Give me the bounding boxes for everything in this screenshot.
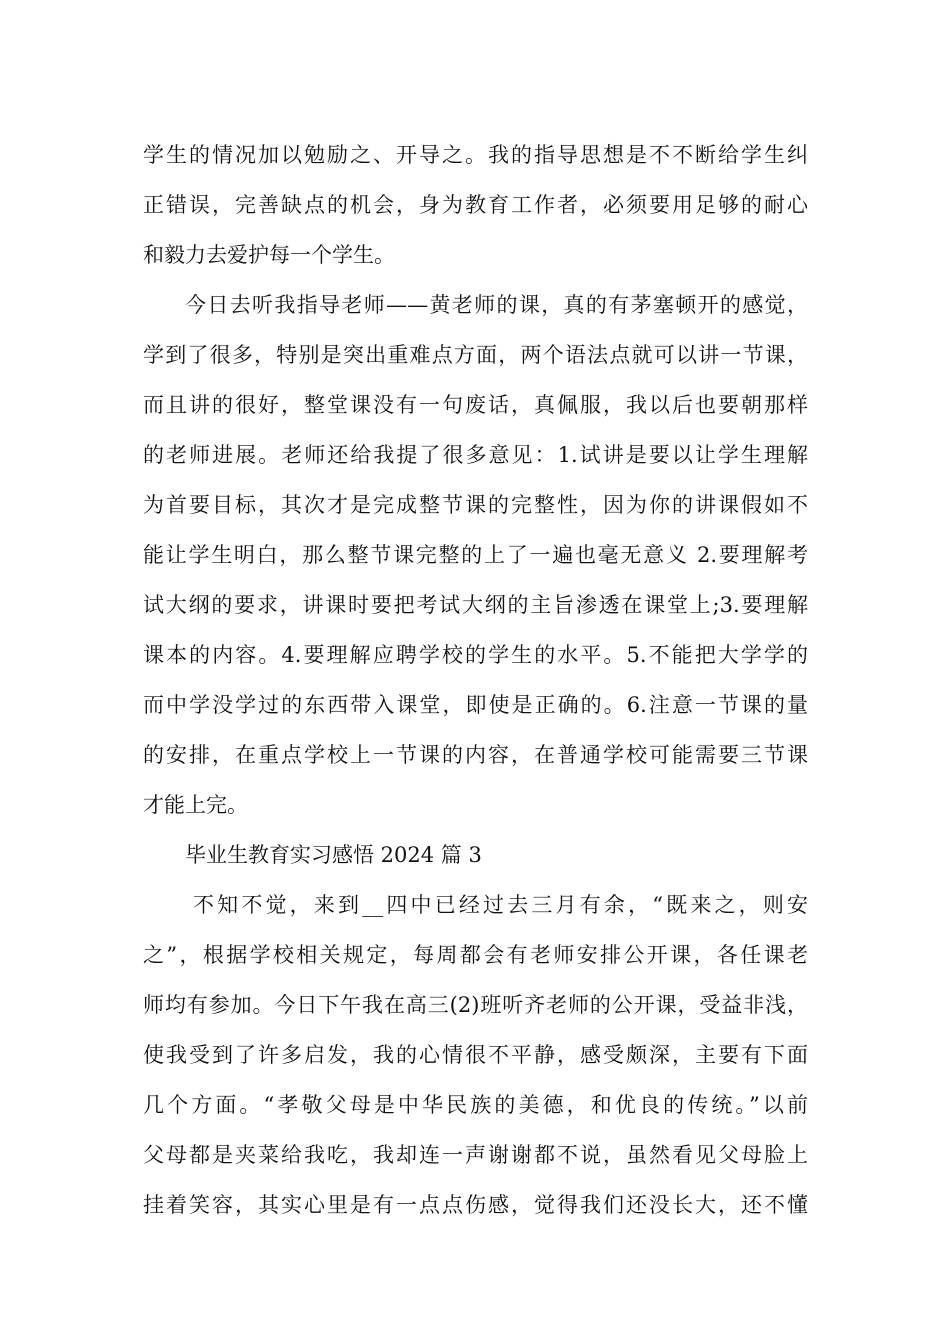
- paragraph-line: 正错误，完善缺点的机会，身为教育工作者，必须要用足够的耐心: [143, 193, 808, 217]
- paragraph-line: 课本的内容。4.要理解应聘学校的学生的水平。5.不能把大学学的: [143, 643, 808, 667]
- paragraph-line: 能让学生明白，那么整节课完整的上了一遍也毫无意义 2.要理解考: [143, 543, 808, 567]
- paragraph-line: 挂着笑容，其实心里是有一点点伤感，觉得我们还没长大，还不懂: [143, 1193, 808, 1217]
- paragraph-line: 的老师进展。老师还给我提了很多意见：1.试讲是要以让学生理解: [143, 443, 808, 467]
- document-body: [143, 130, 808, 1230]
- paragraph-line: 和毅力去爱护每一个学生。: [143, 243, 395, 267]
- paragraph-line: 为首要目标，其次才是完成整节课的完整性，因为你的讲课假如不: [143, 493, 808, 517]
- paragraph-line: 而中学没学过的东西带入课堂，即使是正确的。6.注意一节课的量: [143, 693, 808, 717]
- paragraph-line: 而且讲的很好，整堂课没有一句废话，真佩服，我以后也要朝那样: [143, 393, 808, 417]
- paragraph-line: 的安排，在重点学校上一节课的内容，在普通学校可能需要三节课: [143, 743, 808, 767]
- paragraph-line: 才能上完。: [143, 793, 248, 817]
- paragraph-line: 试大纲的要求，讲课时要把考试大纲的主旨渗透在课堂上;3.要理解: [143, 593, 808, 617]
- paragraph-line: 父母都是夹菜给我吃，我却连一声谢谢都不说，虽然看见父母脸上: [143, 1143, 808, 1167]
- paragraph-line: 使我受到了许多启发，我的心情很不平静，感受颇深，主要有下面: [143, 1043, 808, 1067]
- paragraph-line: 几个方面。“孝敬父母是中华民族的美德，和优良的传统。”以前: [143, 1093, 808, 1117]
- paragraph-line: 今日去听我指导老师——黄老师的课，真的有茅塞顿开的感觉，: [185, 293, 808, 317]
- paragraph-line: 学到了很多，特别是突出重难点方面，两个语法点就可以讲一节课，: [143, 343, 808, 367]
- section-heading: 毕业生教育实习感悟 2024 篇 3: [185, 843, 482, 867]
- paragraph-line: 师均有参加。今日下午我在高三(2)班听齐老师的公开课，受益非浅，: [143, 993, 808, 1017]
- paragraph-line: 不知不觉，来到__四中已经过去三月有余，“既来之，则安: [193, 893, 808, 917]
- paragraph-line: 之”，根据学校相关规定，每周都会有老师安排公开课，各任课老: [143, 943, 808, 967]
- paragraph-line: 学生的情况加以勉励之、开导之。我的指导思想是不不断给学生纠: [143, 143, 808, 167]
